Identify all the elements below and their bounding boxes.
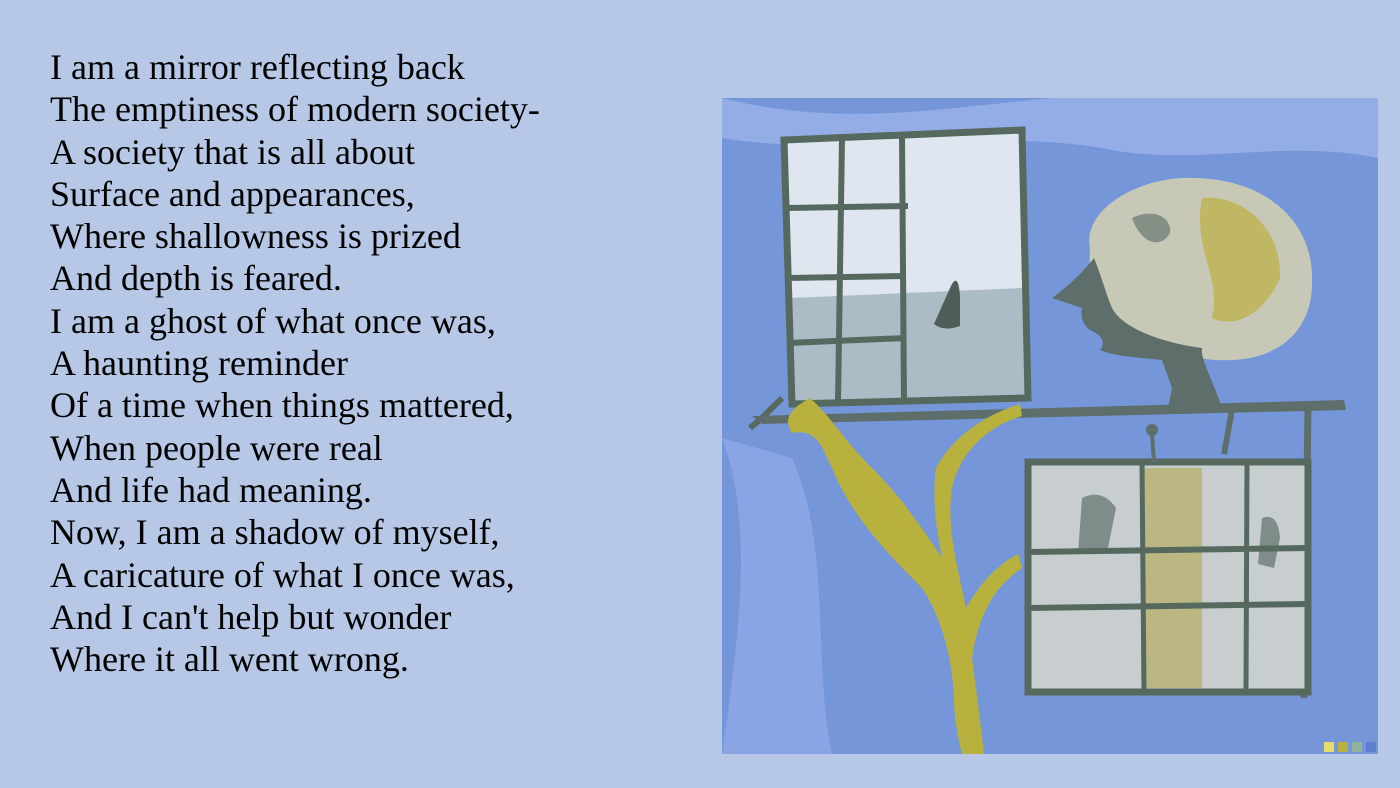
- window-mullion: [838, 138, 842, 403]
- poem-line: A society that is all about: [50, 131, 415, 172]
- poem-line: Now, I am a shadow of myself,: [50, 512, 500, 553]
- color-swatch-mark: [1366, 742, 1376, 752]
- cabinet-shelf: [1028, 548, 1308, 552]
- painting-canvas: [722, 98, 1378, 754]
- poem-line: Of a time when things mattered,: [50, 385, 514, 426]
- poem-line: A caricature of what I once was,: [50, 554, 515, 595]
- poem-line: A haunting reminder: [50, 343, 348, 384]
- cabinet-shelf: [1028, 604, 1308, 608]
- poem-line: And I can't help but wonder: [50, 596, 452, 637]
- cabinet-divider: [1246, 462, 1247, 692]
- poem-line: And depth is feared.: [50, 258, 342, 299]
- poem-text: [50, 46, 670, 680]
- surreal-painting: [722, 98, 1378, 754]
- poem-line: When people were real: [50, 427, 383, 468]
- window-frame-top: [750, 130, 1028, 428]
- color-swatch-mark: [1338, 742, 1348, 752]
- cabinet-knob-stem: [1152, 434, 1154, 462]
- poem-line: The emptiness of modern society-: [50, 89, 540, 130]
- poem-line: I am a ghost of what once was,: [50, 300, 496, 341]
- poem-line: And life had meaning.: [50, 469, 372, 510]
- color-swatch-mark: [1352, 742, 1362, 752]
- poem-line: Where shallowness is prized: [50, 216, 461, 257]
- poem-line: I am a mirror reflecting back: [50, 47, 465, 87]
- window-mullion: [788, 276, 906, 278]
- window-mullion: [786, 206, 908, 208]
- cabinet-panel: [1142, 468, 1202, 688]
- poem-line: Surface and appearances,: [50, 173, 415, 214]
- window-scene: [790, 288, 1026, 402]
- window-mullion: [902, 136, 904, 403]
- poem-line: Where it all went wrong.: [50, 639, 409, 680]
- color-swatch-mark: [1324, 742, 1334, 752]
- cabinet-divider: [1142, 462, 1144, 692]
